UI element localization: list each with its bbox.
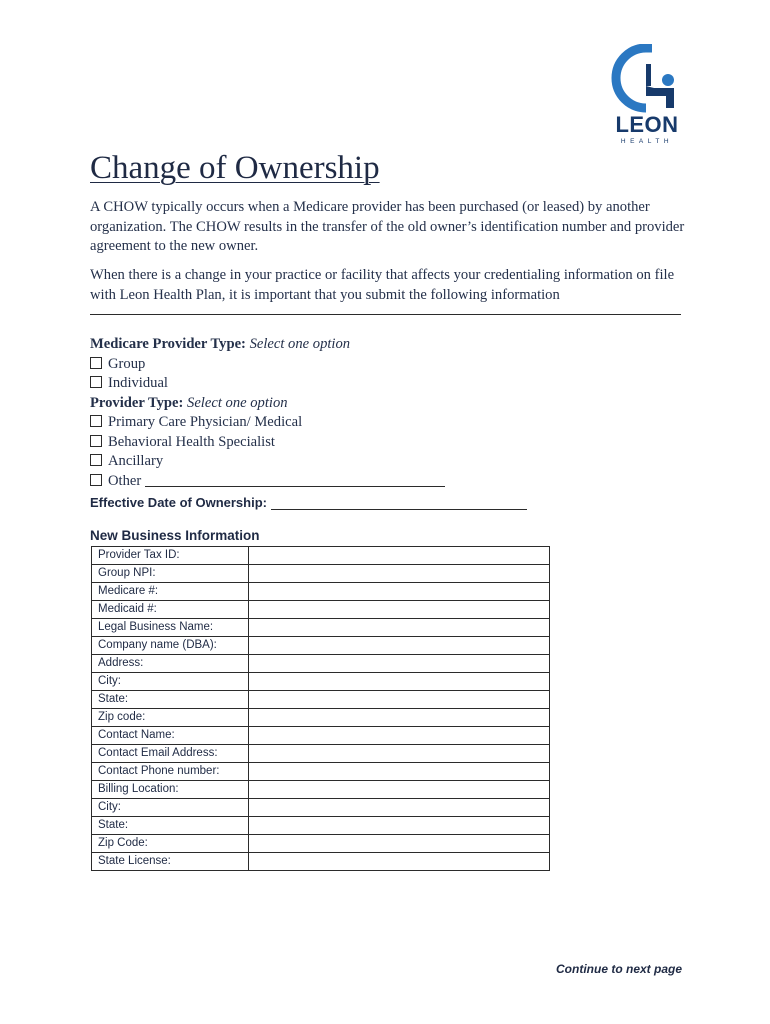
field-label: Address: [92, 655, 249, 673]
table-row [92, 835, 550, 853]
intro-paragraph-2: When there is a change in your practice or facility that affects your credentialing information on file with Leon Health Plan, it is important that you submit the following information [90, 267, 675, 303]
option-label: Other [108, 472, 142, 489]
new-business-heading: New Business Information [90, 528, 260, 543]
option-group[interactable] [90, 355, 530, 375]
table-row [92, 817, 550, 835]
provider-type-heading [90, 394, 530, 414]
field-label: Company name (DBA): [92, 637, 249, 655]
option-label: Ancillary [108, 453, 164, 469]
field-label: Group NPI: [92, 565, 249, 583]
logo-wordmark: LEON [615, 112, 679, 137]
field-value-cell[interactable] [249, 583, 550, 601]
table-row [92, 799, 550, 817]
field-label: State License: [92, 853, 249, 871]
field-value-cell[interactable] [249, 619, 550, 637]
option-other[interactable] [90, 472, 530, 492]
field-value-cell[interactable] [249, 835, 550, 853]
option-label: Individual [108, 375, 168, 391]
other-specify-field[interactable] [145, 472, 445, 487]
primary-care-checkbox[interactable] [90, 415, 102, 427]
effective-date-label: Effective Date of Ownership: [90, 495, 267, 510]
medicare-provider-type-heading [90, 335, 530, 355]
table-row [92, 691, 550, 709]
field-label: Zip Code: [92, 835, 249, 853]
field-value-cell[interactable] [249, 853, 550, 871]
table-row [92, 781, 550, 799]
table-row [92, 673, 550, 691]
table-row [92, 637, 550, 655]
option-label: Group [108, 355, 146, 372]
table-row [92, 583, 550, 601]
table-row [92, 745, 550, 763]
field-label: Medicaid #: [92, 601, 249, 619]
page-title: Change of Ownership [90, 150, 380, 186]
provider-type-options [90, 335, 530, 491]
option-primary-care[interactable] [90, 413, 530, 433]
field-value-cell[interactable] [249, 565, 550, 583]
other-checkbox[interactable] [90, 474, 102, 486]
medicare-provider-type-label: Medicare Provider Type: [90, 336, 246, 352]
table-row [92, 655, 550, 673]
section-divider [90, 314, 681, 315]
table-row [92, 619, 550, 637]
field-label: State: [92, 691, 249, 709]
field-label: City: [92, 673, 249, 691]
field-value-cell[interactable] [249, 709, 550, 727]
option-label: Primary Care Physician/ Medical [108, 414, 303, 430]
group-checkbox[interactable] [90, 357, 102, 369]
intro-paragraph-1: A CHOW typically occurs when a Medicare provider has been purchased (or leased) by another organization. The CHOW results in the transfer of the old owner’s identification number and provider agreement to the new owner. [90, 199, 685, 254]
field-label: City: [92, 799, 249, 817]
table-row [92, 709, 550, 727]
field-value-cell[interactable] [249, 781, 550, 799]
option-ancillary[interactable] [90, 452, 530, 472]
option-label: Behavioral Health Specialist [108, 433, 275, 450]
medicare-provider-type-hint: Select one option [249, 336, 351, 352]
field-value-cell[interactable] [249, 691, 550, 709]
effective-date-field[interactable] [271, 495, 527, 510]
field-value-cell[interactable] [249, 673, 550, 691]
field-label: Zip code: [92, 709, 249, 727]
field-value-cell[interactable] [249, 637, 550, 655]
field-value-cell[interactable] [249, 817, 550, 835]
table-row [92, 547, 550, 565]
field-value-cell[interactable] [249, 763, 550, 781]
field-value-cell[interactable] [249, 799, 550, 817]
field-value-cell[interactable] [249, 547, 550, 565]
field-value-cell[interactable] [249, 601, 550, 619]
individual-checkbox[interactable] [90, 376, 102, 388]
option-behavioral-health[interactable] [90, 433, 530, 453]
new-business-table [91, 546, 550, 871]
effective-date-row [90, 493, 527, 513]
table-row [92, 853, 550, 871]
option-individual[interactable] [90, 374, 530, 394]
field-label: Contact Email Address: [92, 745, 249, 763]
table-row [92, 565, 550, 583]
field-value-cell[interactable] [249, 745, 550, 763]
leon-health-logo [610, 44, 684, 146]
table-row [92, 727, 550, 745]
field-label: Contact Name: [92, 727, 249, 745]
field-value-cell[interactable] [249, 727, 550, 745]
field-label: Medicare #: [92, 583, 249, 601]
field-label: Legal Business Name: [92, 619, 249, 637]
table-row [92, 601, 550, 619]
ancillary-checkbox[interactable] [90, 454, 102, 466]
leon-logo-mark [610, 44, 684, 114]
field-label: Contact Phone number: [92, 763, 249, 781]
field-value-cell[interactable] [249, 655, 550, 673]
field-label: Provider Tax ID: [92, 547, 249, 565]
continue-note: Continue to next page [556, 962, 682, 976]
field-label: State: [92, 817, 249, 835]
behavioral-health-checkbox[interactable] [90, 435, 102, 447]
provider-type-hint: Select one option [187, 394, 288, 411]
provider-type-label: Provider Type: [90, 394, 184, 411]
logo-subtitle: HEALTH [620, 138, 674, 145]
field-label: Billing Location: [92, 781, 249, 799]
table-row [92, 763, 550, 781]
